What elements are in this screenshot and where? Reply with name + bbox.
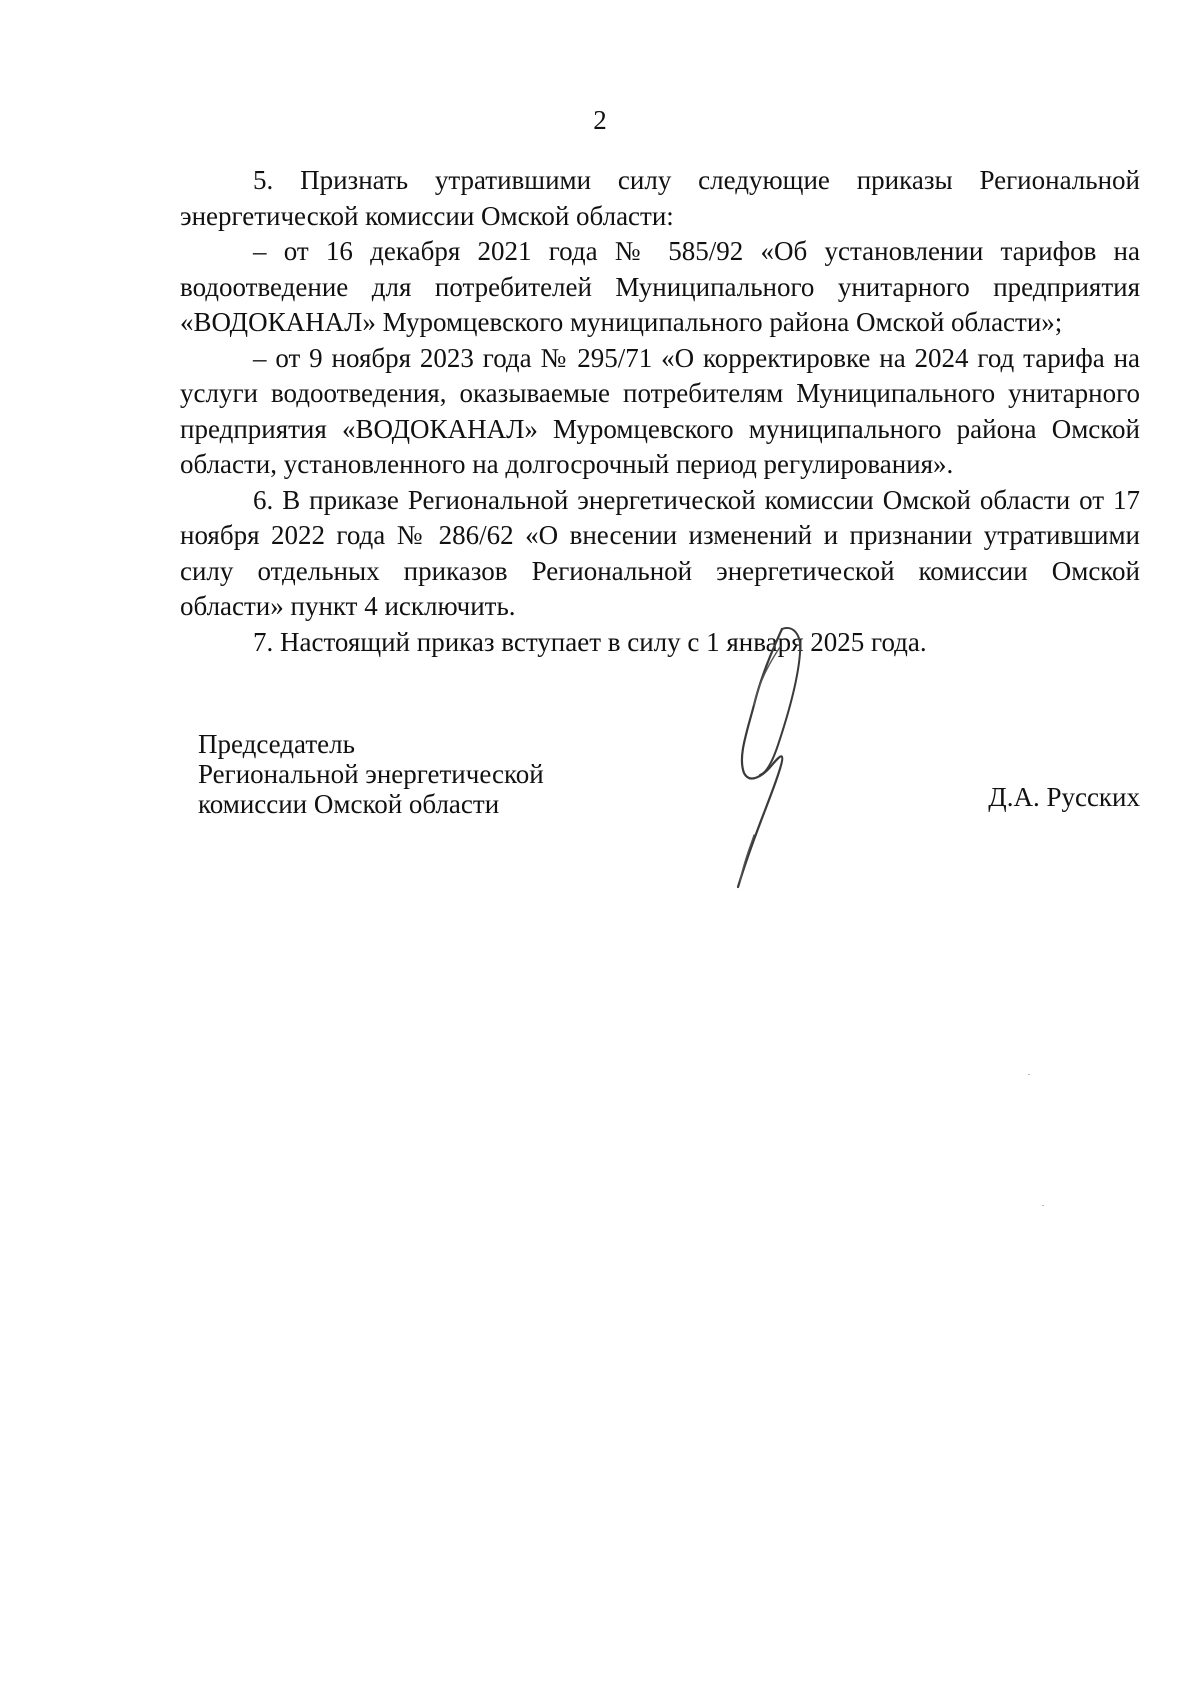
signatory-title-line-3: комиссии Омской области (198, 789, 500, 819)
signatory-title-block (198, 729, 638, 819)
paragraph-item-7: 7. Настоящий приказ вступает в силу с 1 января 2025 года. (253, 626, 927, 657)
paragraph-item-5-sub-1: – от 16 декабря 2021 года № 585/92 «Об установлении тарифов на водоотведение для потребителей Муниципального унитарного предприятия «ВОДОКАНАЛ» Муромцевского муниципального района Омской области»; (180, 236, 1140, 337)
signer-name: Д.А. Русских (988, 782, 1140, 812)
signatory-title-line-1: Председатель (198, 729, 355, 759)
signatory-title-line-2: Региональной энергетической (198, 759, 544, 789)
scan-speck (1028, 1074, 1030, 1075)
page-number: 2 (593, 105, 607, 135)
paragraph-item-5-sub-2: – от 9 ноября 2023 года № 295/71 «О корректировке на 2024 год тарифа на услуги водоотведения, оказываемые потребителям Муниципального унитарного предприятия «ВОДОКАНАЛ» Муромцевского муниципального района Омской области, установленного на долгосрочный период регулирования». (180, 342, 1140, 479)
scan-speck (1042, 1205, 1044, 1206)
paragraph-item-5: 5. Признать утратившими силу следующие приказы Региональной энергетической комиссии Омской области: (180, 165, 1140, 231)
document-body (180, 163, 1140, 660)
paragraph-item-6: 6. В приказе Региональной энергетической комиссии Омской области от 17 ноября 2022 года № 286/62 «О внесении изменений и признании утратившими силу отдельных приказов Региональной энергетической комиссии Омской области» пункт 4 исключить. (180, 484, 1140, 621)
handwritten-signature-icon (720, 625, 870, 895)
